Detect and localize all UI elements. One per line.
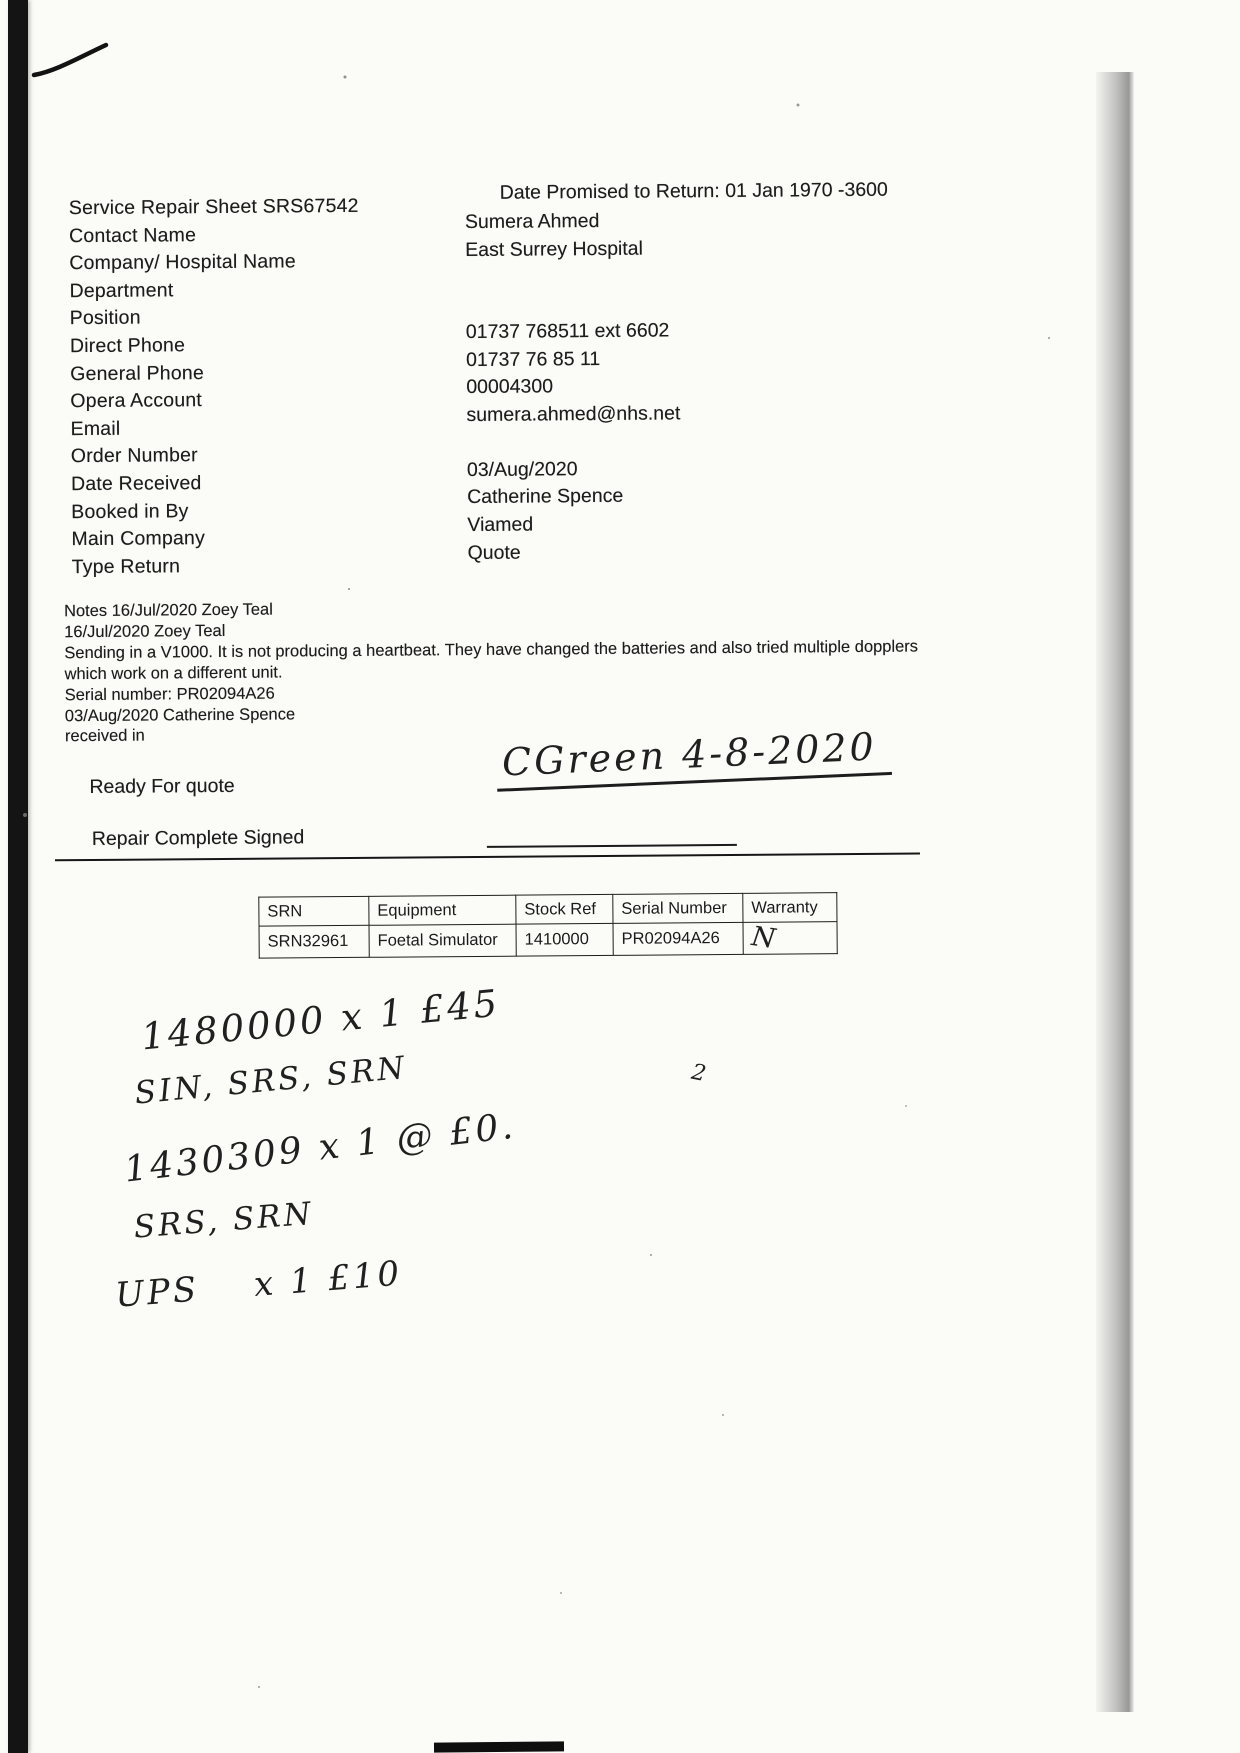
form-value-direct-phone: 01737 768511 ext 6602 (465, 319, 670, 344)
form-label-contact-name: Contact Name (68, 223, 197, 247)
col-header-serial-number: Serial Number (613, 893, 743, 923)
handwritten-line-5: UPS x 1 £10 (113, 1253, 404, 1316)
notes-line: 03/Aug/2020 Catherine Spence (64, 704, 296, 725)
form-value-booked-in-by: Catherine Spence (467, 485, 624, 509)
handwritten-signature: CGreen 4-8-2020 (495, 724, 892, 792)
notes-line: Sending in a V1000. It is not producing a heartbeat. They have changed the batteries and also tried multiple dopplers (64, 637, 919, 663)
form-value-company-hospital-name: East Surrey Hospital (465, 237, 644, 261)
form-label-direct-phone: Direct Phone (69, 334, 186, 358)
form-value-department (465, 264, 679, 293)
form-label-department: Department (69, 279, 174, 302)
equipment-table (258, 892, 837, 959)
cell-equipment: Foetal Simulator (369, 924, 516, 957)
handwritten-line-2: SIN, SRS, SRN (133, 1049, 409, 1112)
notes-line: which work on a different unit. (64, 663, 283, 683)
horizontal-rule (55, 852, 920, 861)
form-label-order-number: Order Number (70, 444, 198, 468)
handwritten-line-3: 1430309 x 1 @ £0. (122, 1105, 518, 1191)
col-header-warranty: Warranty (743, 893, 837, 923)
handwritten-stray-mark: 2 (689, 1059, 712, 1088)
table-header-row (259, 893, 837, 927)
col-header-equipment: Equipment (369, 895, 516, 925)
notes-block (64, 594, 919, 747)
form-label-booked-in-by: Booked in By (71, 499, 189, 523)
handwritten-line-4: SRS, SRN (132, 1195, 315, 1246)
cell-serial-number: PR02094A26 (613, 922, 743, 955)
form-label-opera-account: Opera Account (70, 389, 203, 413)
notes-line: Serial number: PR02094A26 (64, 684, 275, 704)
cell-warranty (743, 922, 837, 955)
table-row (259, 922, 837, 959)
form-value-main-company: Viamed (467, 513, 534, 537)
form-label-email: Email (70, 417, 121, 440)
ready-for-quote-label: Ready For quote (89, 774, 235, 799)
form-label-position: Position (69, 306, 141, 330)
form-value-type-return: Quote (467, 541, 521, 564)
cell-stock-ref: 1410000 (516, 923, 613, 956)
form-value-opera-account: 00004300 (466, 375, 554, 399)
form-value-contact-name: Sumera Ahmed (464, 209, 600, 234)
cell-srn: SRN32961 (259, 925, 369, 958)
col-header-stock-ref: Stock Ref (516, 894, 613, 924)
form-label-date-received: Date Received (70, 472, 202, 496)
handwritten-line-1: 1480000 x 1 £45 (139, 981, 502, 1059)
form-value-general-phone: 01737 76 85 11 (465, 347, 601, 371)
form-label-main-company: Main Company (71, 527, 206, 551)
notes-line: Notes 16/Jul/2020 Zoey Teal (63, 600, 273, 621)
scan-specks (0, 0, 2, 2)
form-labels-column (69, 195, 362, 584)
warranty-handwritten-mark: N (749, 921, 781, 956)
form-value-order-number (467, 430, 681, 459)
form-value-date-received: 03/Aug/2020 (466, 458, 578, 481)
form-value-position (466, 292, 680, 321)
form-label-general-phone: General Phone (70, 361, 205, 385)
signature-line (487, 844, 737, 848)
repair-complete-signed-label: Repair Complete Signed (91, 826, 305, 850)
form-label-company-hospital-name: Company/ Hospital Name (69, 250, 296, 275)
notes-line: received in (64, 727, 145, 746)
form-label-type-return: Type Return (71, 555, 181, 578)
form-values-column (465, 209, 682, 569)
form-value-email: sumera.ahmed@nhs.net (466, 402, 681, 426)
notes-line: 16/Jul/2020 Zoey Teal (64, 621, 226, 642)
col-header-srn: SRN (259, 896, 369, 926)
date-promised-line: Date Promised to Return: 01 Jan 1970 -3600 (499, 178, 888, 204)
sheet-title: Service Repair Sheet SRS67542 (68, 194, 359, 220)
